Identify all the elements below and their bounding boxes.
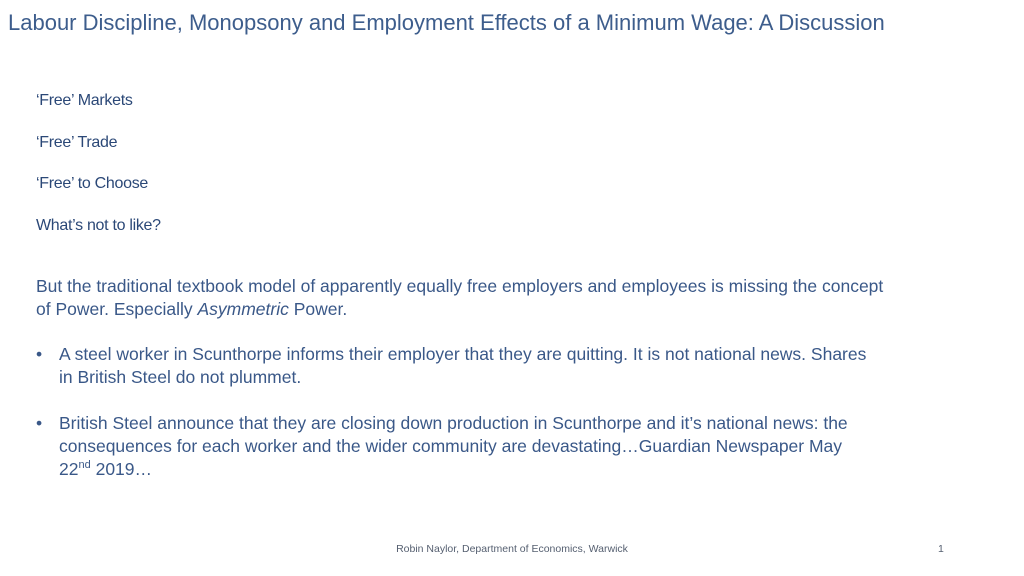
bullet-item-steel-worker	[36, 343, 876, 389]
bullet-item-british-steel	[36, 412, 876, 481]
ordinal-superscript: nd	[78, 459, 91, 472]
slide-title: Labour Discipline, Monopsony and Employment Effects of a Minimum Wage: A Discussion	[8, 10, 885, 35]
intro-emphasis: Asymmetric	[197, 299, 289, 319]
page-number: 1	[938, 543, 944, 555]
free-items-list	[36, 90, 161, 256]
bullet-dot: •	[36, 413, 43, 433]
bullet-text-end: 2019…	[90, 459, 153, 479]
intro-text-end: Power.	[288, 299, 348, 319]
intro-paragraph	[36, 275, 896, 321]
free-item-question: What’s not to like?	[36, 216, 161, 234]
slide-footer: Robin Naylor, Department of Economics, Warwick	[396, 543, 628, 555]
free-item-trade: ‘Free’ Trade	[36, 133, 118, 151]
bullet-list	[36, 343, 876, 504]
bullet-text: British Steel announce that they are closing down production in Scunthorpe and it’s national news: the consequences for each worker and the wider community are devastating…Guardian Newspaper May 22	[59, 413, 848, 479]
free-item-markets: ‘Free’ Markets	[36, 92, 133, 109]
free-item-choose: ‘Free’ to Choose	[36, 175, 148, 192]
bullet-text: A steel worker in Scunthorpe informs their employer that they are quitting. It is not national news. Shares in British Steel do not plummet.	[59, 344, 867, 387]
bullet-dot: •	[36, 344, 43, 364]
intro-text-start: But the traditional textbook model of apparently equally free employers and employees is missing the concept of Power. Especially	[36, 276, 884, 319]
